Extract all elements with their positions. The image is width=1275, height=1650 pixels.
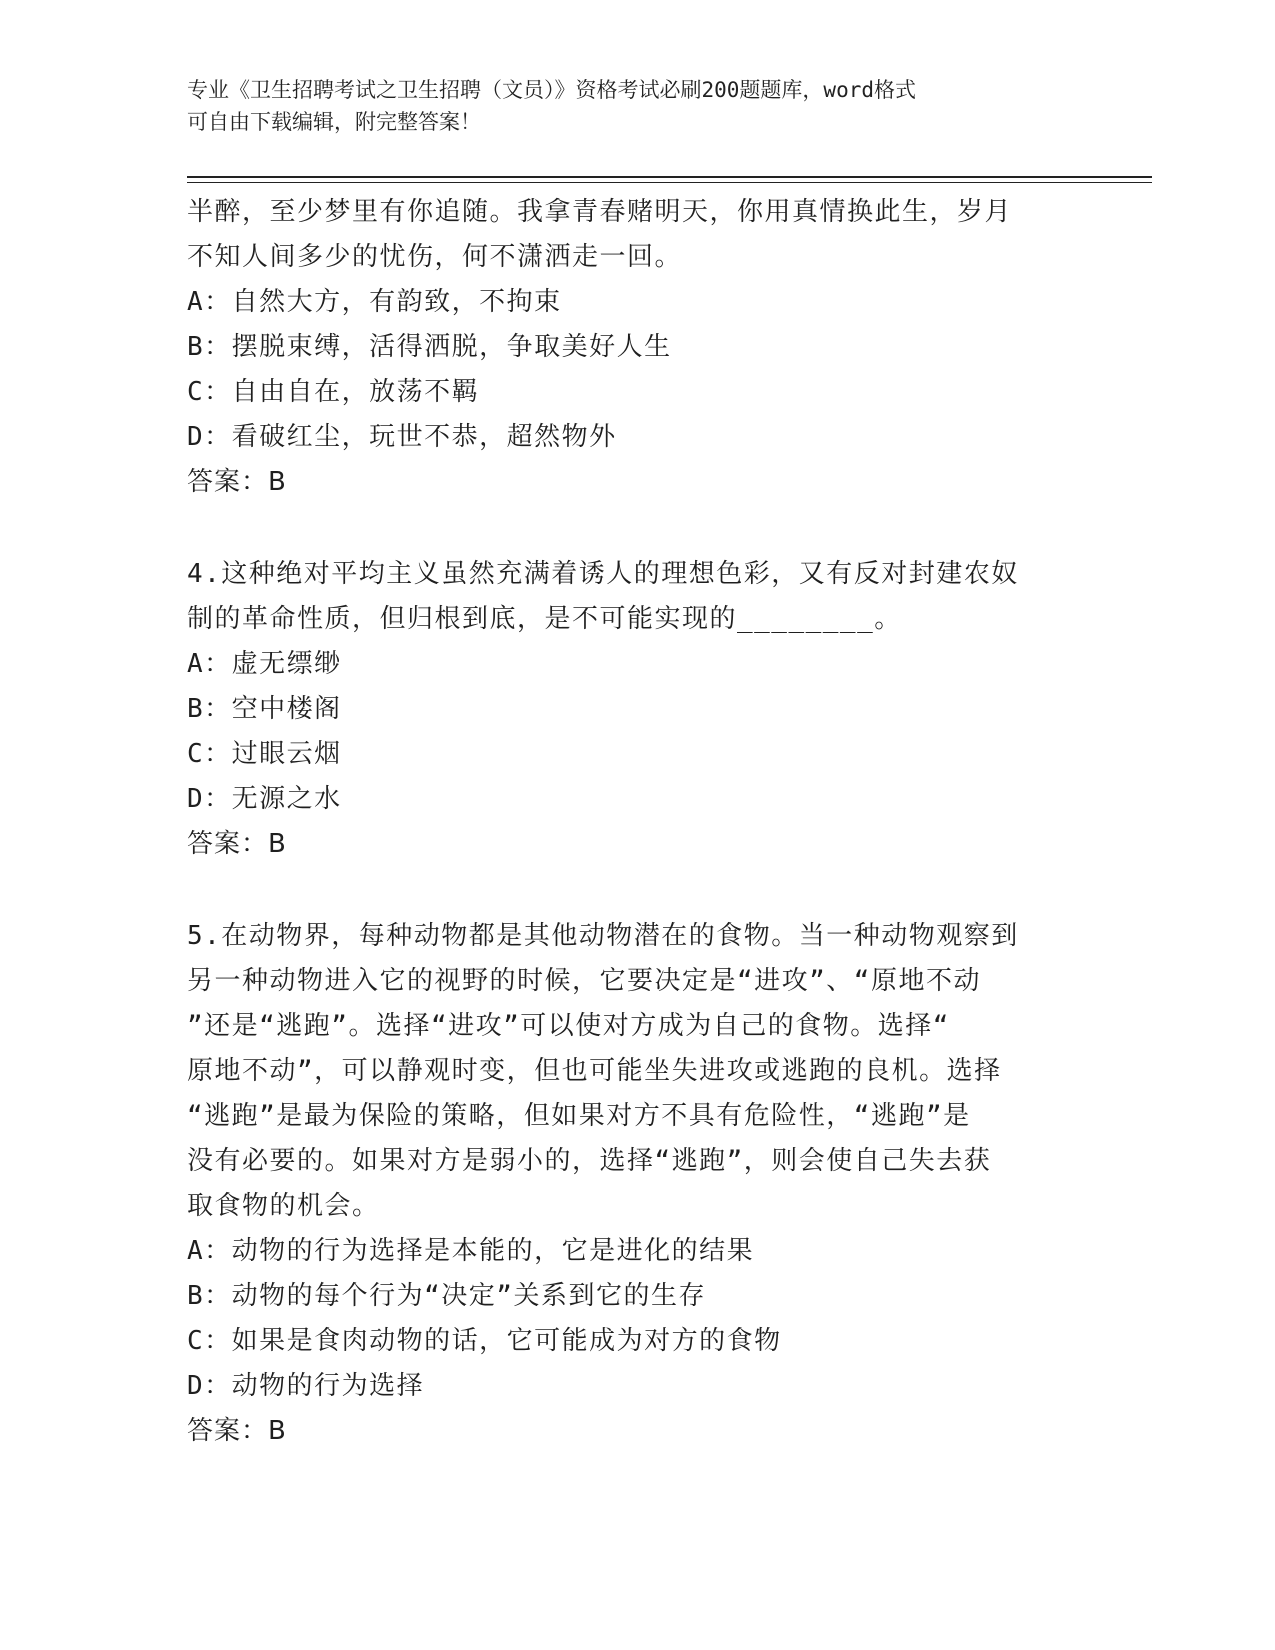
question-spacer <box>187 867 1067 914</box>
question-4-option-a: A：虚无缥缈 <box>187 649 342 679</box>
question-3-option-b: B：摆脱束缚，活得洒脱，争取美好人生 <box>187 332 672 362</box>
question-5-option-b: B：动物的每个行为“决定”关系到它的生存 <box>187 1281 706 1311</box>
header-divider-thin <box>187 182 1152 183</box>
question-5-option-d: D：动物的行为选择 <box>187 1371 425 1401</box>
question-5-option-a: A：动物的行为选择是本能的，它是进化的结果 <box>187 1236 755 1266</box>
question-3-option-a: A：自然大方，有韵致，不拘束 <box>187 287 562 317</box>
question-3-text-line-2: 不知人间多少的忧伤，何不潇洒走一回。 <box>187 242 683 272</box>
question-4-option-b: B：空中楼阁 <box>187 694 342 724</box>
header-divider-thick <box>187 176 1152 178</box>
question-3-block <box>187 190 1067 505</box>
question-3-option-d: D：看破红尘，玩世不恭，超然物外 <box>187 422 617 452</box>
question-5-text-line-5: “逃跑”是最为保险的策略，但如果对方不具有危险性，“逃跑”是 <box>187 1101 971 1131</box>
question-5-option-c: C：如果是食肉动物的话，它可能成为对方的食物 <box>187 1326 782 1356</box>
question-4-option-d: D：无源之水 <box>187 784 342 814</box>
question-4-text-line-1: 4.这种绝对平均主义虽然充满着诱人的理想色彩，又有反对封建农奴 <box>187 559 1019 589</box>
question-3-text-line-1: 半醉，至少梦里有你追随。我拿青春赌明天，你用真情换此生，岁月 <box>187 197 1013 227</box>
question-5-text-line-4: 原地不动”，可以静观时变，但也可能坐失进攻或逃跑的良机。选择 <box>187 1056 1002 1086</box>
document-body <box>187 190 1067 1454</box>
question-5-text-line-2: 另一种动物进入它的视野的时候，它要决定是“进攻”、“原地不动 <box>187 966 981 996</box>
question-4-text-line-2: 制的革命性质，但归根到底，是不可能实现的________。 <box>187 604 902 634</box>
question-5-answer: 答案：B <box>187 1416 287 1446</box>
question-5-text-line-6: 没有必要的。如果对方是弱小的，选择“逃跑”，则会使自己失去获 <box>187 1146 992 1176</box>
question-5-block <box>187 914 1067 1454</box>
header-title-line-2: 可自由下载编辑，附完整答案！ <box>187 110 481 134</box>
question-spacer <box>187 505 1067 552</box>
document-header <box>187 74 1087 138</box>
header-title-line-1: 专业《卫生招聘考试之卫生招聘（文员）》资格考试必刷200题题库，word格式 <box>187 78 916 102</box>
question-4-block <box>187 552 1067 867</box>
question-3-answer: 答案：B <box>187 467 287 497</box>
question-5-text-line-3: ”还是“逃跑”。选择“进攻”可以使对方成为自己的食物。选择“ <box>187 1011 950 1041</box>
question-5-text-line-1: 5.在动物界，每种动物都是其他动物潜在的食物。当一种动物观察到 <box>187 921 1019 951</box>
question-4-option-c: C：过眼云烟 <box>187 739 342 769</box>
question-3-option-c: C：自由自在，放荡不羁 <box>187 377 480 407</box>
question-5-text-line-7: 取食物的机会。 <box>187 1191 380 1221</box>
question-4-answer: 答案：B <box>187 829 287 859</box>
